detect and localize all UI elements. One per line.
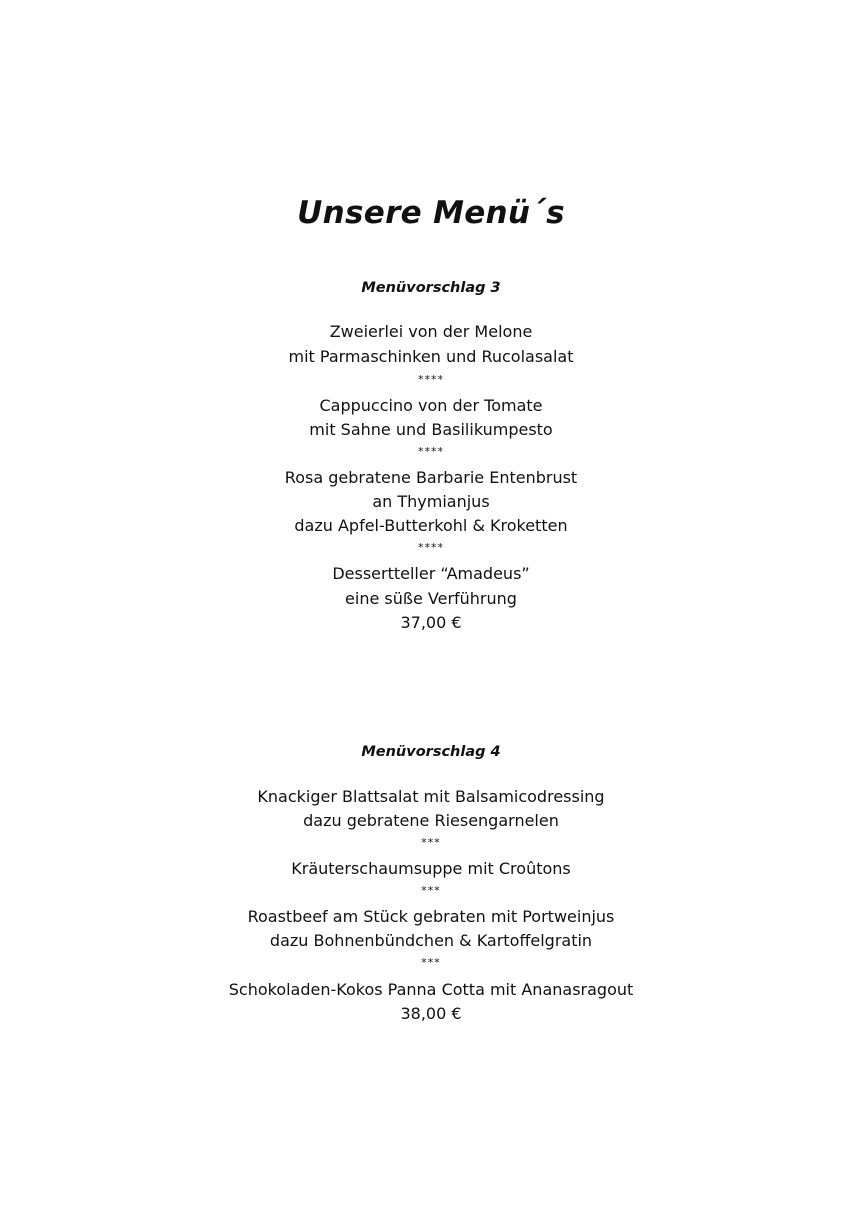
- menu-3-course-2-line-2: mit Sahne und Basilikumpesto: [309, 420, 553, 439]
- menu-4-separator-2: ***: [421, 884, 441, 897]
- menu-3-course-4-line-2: eine süße Verführung: [345, 589, 517, 608]
- menu-4-price: 38,00 €: [400, 1004, 462, 1023]
- menu-4-separator-3: ***: [421, 956, 441, 969]
- menu-4-course-4-line-1: Schokoladen-Kokos Panna Cotta mit Ananasragout: [228, 980, 634, 999]
- menu-3-separator-2: ****: [418, 445, 444, 458]
- menu-3-course-1-line-2: mit Parmaschinken und Rucolasalat: [288, 347, 574, 366]
- page-title: Unsere Menü´s: [297, 195, 565, 231]
- menu-4-course-3-line-1: Roastbeef am Stück gebraten mit Portweinjus: [247, 907, 615, 926]
- menu-3-heading: Menüvorschlag 3: [361, 280, 501, 296]
- menu-4-separator-1: ***: [421, 836, 441, 849]
- menu-3-course-3-line-3: dazu Apfel-Butterkohl & Kroketten: [294, 516, 568, 535]
- menu-3-course-2-line-1: Cappuccino von der Tomate: [319, 396, 543, 415]
- menu-3-course-3-line-1: Rosa gebratene Barbarie Entenbrust: [284, 468, 578, 487]
- menu-4-heading: Menüvorschlag 4: [361, 744, 501, 760]
- menu-3-price: 37,00 €: [400, 613, 462, 632]
- menu-3-course-4-line-1: Dessertteller “Amadeus”: [332, 564, 530, 583]
- menu-3-course-1-line-1: Zweierlei von der Melone: [329, 322, 533, 341]
- menu-4-course-1-line-1: Knackiger Blattsalat mit Balsamicodressing: [257, 787, 605, 806]
- menu-4-course-2-line-1: Kräuterschaumsuppe mit Croûtons: [291, 859, 571, 878]
- menu-3-separator-1: ****: [418, 373, 444, 386]
- menu-4-course-1-line-2: dazu gebratene Riesengarnelen: [303, 811, 559, 830]
- menu-3-separator-3: ****: [418, 541, 444, 554]
- menu-4-course-3-line-2: dazu Bohnenbündchen & Kartoffelgratin: [269, 931, 593, 950]
- menu-3-course-3-line-2: an Thymianjus: [372, 492, 490, 511]
